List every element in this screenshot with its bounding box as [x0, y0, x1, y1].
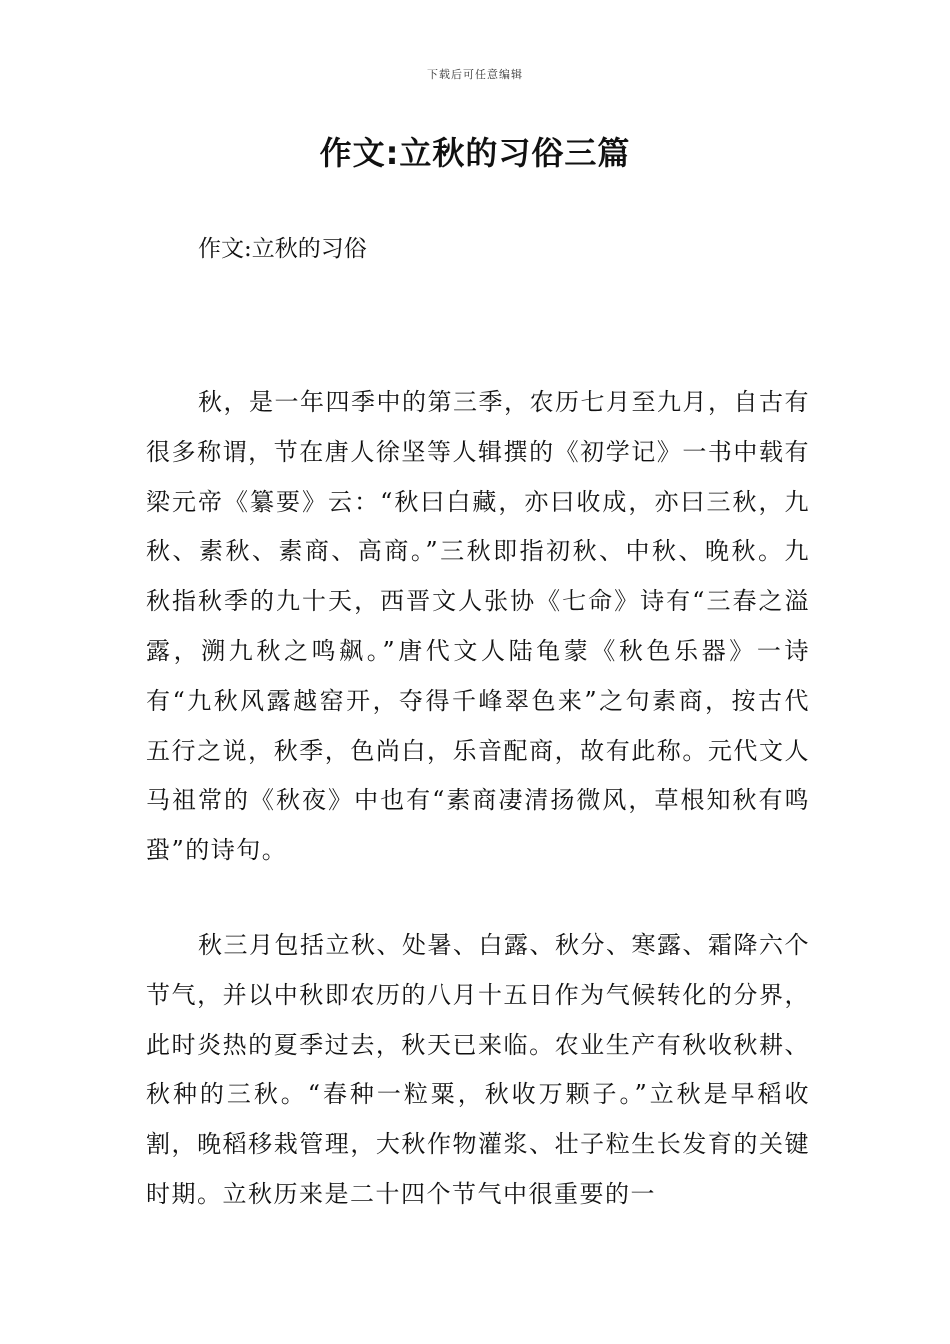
section-subtitle: 作文:立秋的习俗 [198, 236, 367, 262]
body-paragraph-1: 秋，是一年四季中的第三季，农历七月至九月，自古有很多称谓，节在唐人徐坚等人辑撰的《初学记》一书中载有梁元帝《纂要》云：“秋曰白藏，亦曰收成，亦曰三秋，九秋、素秋、素商、高商。”三秋即指初秋、中秋、晚秋。九秋指秋季的九十天，西晋文人张协《七命》诗有“三春之溢露，溯九秋之鸣飙。”唐代文人陆龟蒙《秋色乐器》一诗有“九秋风露越窑开，夺得千峰翠色来”之句素商，按古代五行之说，秋季，色尚白，乐音配商，故有此称。元代文人马祖常的《秋夜》中也有“素商凄清扬微风，草根知秋有鸣蛩”的诗句。 [146, 388, 810, 865]
body-paragraph-2: 秋三月包括立秋、处暑、白露、秋分、寒露、霜降六个节气，并以中秋即农历的八月十五日作为气候转化的分界，此时炎热的夏季过去，秋天已来临。农业生产有秋收秋耕、秋种的三秋。“春种一粒粟，秋收万颗子。”立秋是早稻收割，晚稻移栽管理，大秋作物灌浆、壮子粒生长发育的关键时期。立秋历来是二十四个节气中很重要的一 [146, 931, 810, 1208]
document-title: 作文:立秋的习俗三篇 [319, 134, 631, 172]
header-note: 下载后可任意编辑 [427, 68, 523, 81]
